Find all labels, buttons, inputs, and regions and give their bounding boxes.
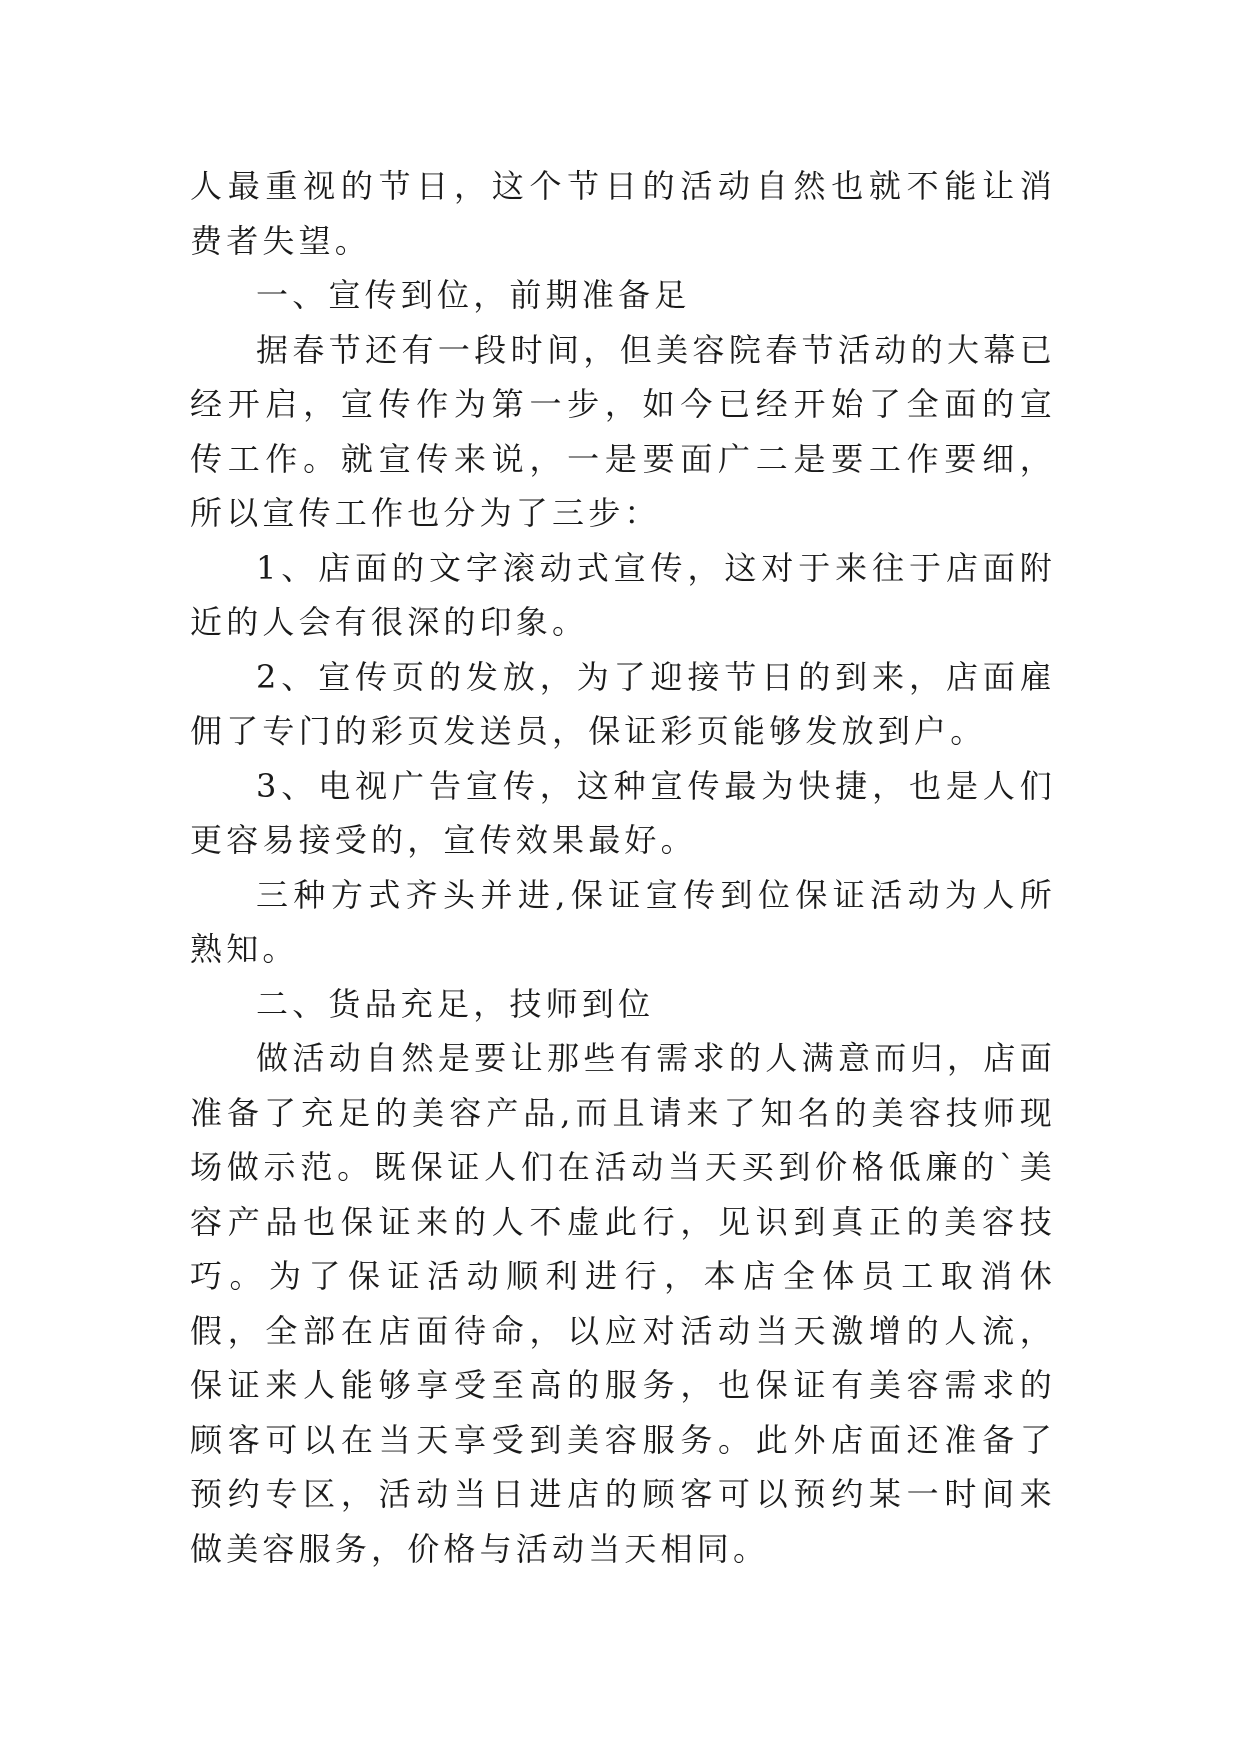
heading-section-2: 二、货品充足，技师到位	[256, 984, 655, 1023]
paragraph-promotion-overview: 据春节还有一段时间，但美容院春节活动的大幕已经开启，宣传作为第一步，如今已经开始了全面的宣传工作。就宣传来说，一是要面广二是要工作要细，所以宣传工作也分为了三步：	[190, 330, 1056, 532]
paragraph-summary: 三种方式齐头并进,保证宣传到位保证活动为人所熟知。	[190, 875, 1056, 968]
document-body	[190, 159, 1056, 1576]
list-item-step-2: 2、宣传页的发放，为了迎接节日的到来，店面雇佣了专门的彩页发送员，保证彩页能够发放到户。	[190, 657, 1056, 750]
paragraph-intro-continuation: 人最重视的节日，这个节日的活动自然也就不能让消费者失望。	[190, 167, 1056, 260]
list-item-step-3: 3、电视广告宣传，这种宣传最为快捷，也是人们更容易接受的，宣传效果最好。	[190, 766, 1056, 859]
heading-section-1: 一、宣传到位，前期准备足	[256, 276, 691, 314]
paragraph-goods-and-staff: 做活动自然是要让那些有需求的人满意而归，店面准备了充足的美容产品,而且请来了知名的美容技师现场做示范。既保证人们在活动当天买到价格低廉的`美容产品也保证来的人不虚此行，见识到真正的美容技巧。为了保证活动顺利进行，本店全体员工取消休假，全部在店面待命，以应对活动当天激增的人流，保证来人能够享受至高的服务，也保证有美容需求的顾客可以在当天享受到美容服务。此外店面还准备了预约专区，活动当日进店的顾客可以预约某一时间来做美容服务，价格与活动当天相同。	[190, 1039, 1056, 1568]
list-item-step-1: 1、店面的文字滚动式宣传，这对于来往于店面附近的人会有很深的印象。	[190, 548, 1056, 641]
